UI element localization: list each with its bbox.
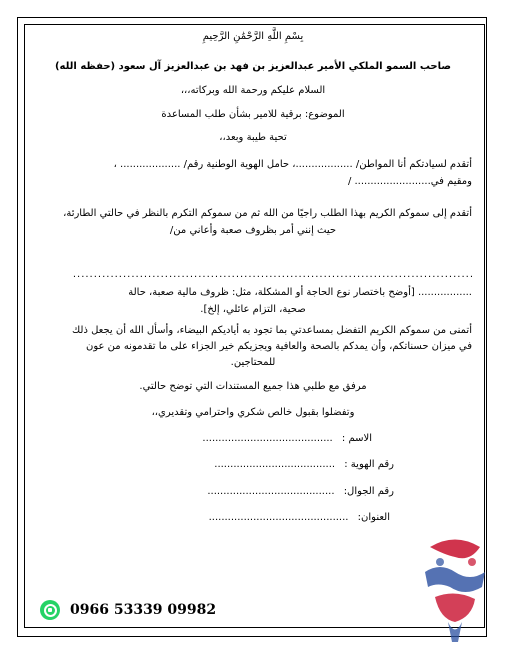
closing: وتفضلوا بقبول خالص شكري واحترامي وتقديري،،	[151, 407, 355, 418]
field-address-label: العنوان:	[357, 512, 390, 523]
hope-line-3: للمحتاجين.	[230, 357, 276, 368]
field-name	[72, 432, 372, 446]
field-mobile-label: رقم الجوال:	[343, 486, 394, 497]
subject: الموضوع: برقية للامير بشأن طلب المساعدة	[161, 109, 345, 120]
detail-line-2: صحية، التزام عائلي، إلخ].	[200, 304, 306, 315]
intro-line-1: أتقدم لسيادتكم أنا المواطن/ ..................، حامل الهوية الوطنية رقم/ ................... ،	[113, 159, 472, 170]
footer-contact	[40, 600, 216, 620]
phone-number[interactable]: 0966 53339 09982	[70, 602, 217, 618]
brand-logo	[410, 527, 500, 647]
salutation: تحية طيبة وبعد،،	[219, 132, 287, 143]
field-id-label: رقم الهوية :	[344, 459, 394, 470]
field-name-label: الاسم :	[341, 433, 372, 444]
whatsapp-icon[interactable]	[40, 600, 60, 620]
field-name-dots: .........................................	[202, 433, 333, 444]
addressee: صاحب السمو الملكي الأمير عبدالعزيز بن فهد بن عبدالعزيز آل سعود (حفظه الله)	[54, 61, 452, 72]
greeting: السلام عليكم ورحمة الله وبركاته،،،	[180, 85, 326, 96]
field-id	[94, 458, 394, 472]
attachment-note: مرفق مع طلبي هذا جميع المستندات التي توضح حالتي.	[139, 381, 367, 392]
request-line-2: حيث إنني أمر بظروف صعبة وأعاني من/	[169, 225, 337, 236]
field-mobile-dots: ........................................	[207, 486, 335, 497]
intro-line-2: ومقيم في........................ /	[347, 176, 472, 187]
separator-dots: ................................................................................................	[72, 269, 474, 280]
request-line-1: أتقدم إلى سموكم الكريم بهذا الطلب راجيًا من الله ثم من سموكم التكرم بالنظر في حالتي الطارئة،	[63, 208, 472, 219]
hope-line-1: أتمنى من سموكم الكريم التفضل بمساعدتي بما تجود به أياديكم البيضاء، وأسأل الله أن يجعل ذلك	[71, 325, 472, 336]
basmala: بِسْمِ اللَّهِ الرَّحْمَٰنِ الرَّحِيمِ	[202, 31, 304, 42]
field-address-dots: ............................................	[208, 512, 349, 523]
hope-line-2: في ميزان حسناتكم، وأن يمدكم بالصحة والعافية ويجزيكم خير الجزاء على ما تقدمونه من عون	[86, 341, 472, 352]
detail-line-1: ................. [أوضح باختصار نوع الحاجة أو المشكلة، مثل: ظروف مالية صعبة، حالة	[128, 287, 472, 298]
field-mobile	[94, 485, 394, 499]
field-id-dots: ......................................	[214, 459, 336, 470]
letter-body	[28, 30, 480, 600]
field-address	[90, 511, 390, 525]
